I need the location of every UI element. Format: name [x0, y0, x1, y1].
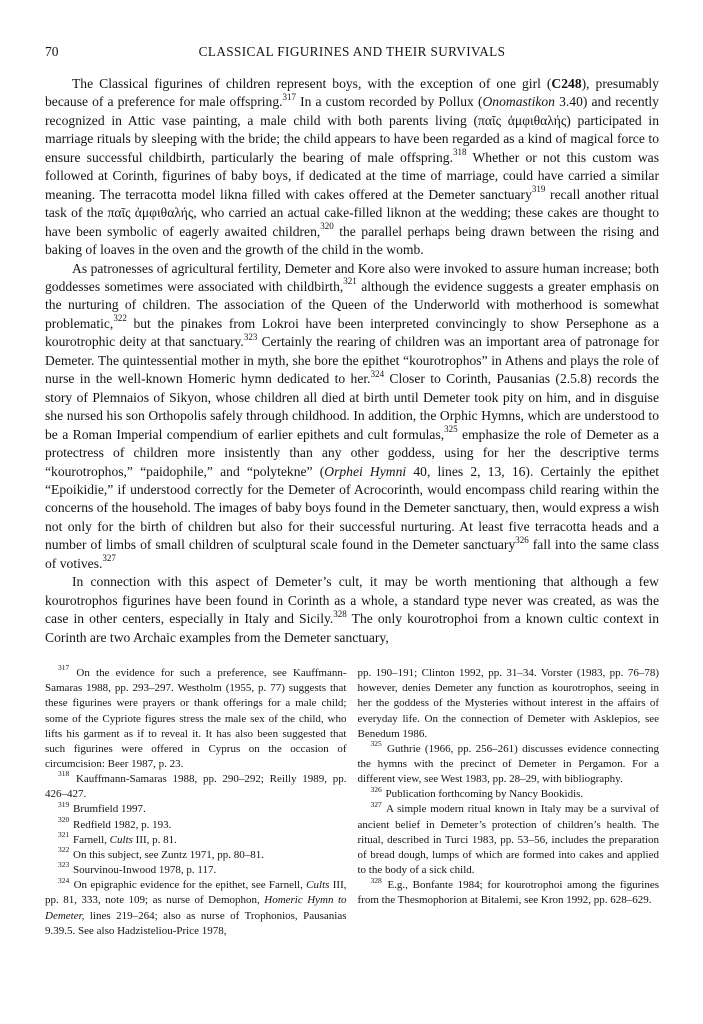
- paragraph-3: In connection with this aspect of Demeter’s cult, it may be worth mentioning that although a few kourotrophos figurines have been found in Corinth as a whole, a standard type never was created, as was the case in other centers, especially in Italy and Sicily.$^{328}$ The only kourotrophoi from a known cultic context in Corinth are two Archaic examples from the Demeter sanctuary,: [45, 574, 659, 645]
- footnote-325: $^{325}$ Guthrie (1966, pp. 256–261) discusses evidence connecting the hymns with the precinct of Demeter in Pergamon. For a different view, see West 1983, pp. 28–29, with bibliography.: [357, 739, 659, 786]
- footnotes-right-column: [358, 666, 660, 939]
- footnote-326: $^{326}$ Publication forthcoming by Nancy Bookidis.: [370, 784, 584, 801]
- main-text: [45, 75, 659, 647]
- footnote-324: $^{324}$ On epigraphic evidence for the epithet, see Farnell, Cults III, pp. 81, 333, note 109; as nurse of Demophon, Homeric Hymn to Demeter, lines 219–264; also as nurse of Trophonios, Pausanias 9.39.5. See also Hadzisteliou-Price 1978,: [45, 875, 347, 937]
- paragraph-1: The Classical figurines of children represent boys, with the exception of one girl (C248), presumably because of a preference for male offspring.$^{317}$ In a custom recorded by Pollux (Onomastikon 3.40) and recently recognized in Attic vase painting, a male child with both parents living (παῖς ἀμφιθαλής) participated in marriage rituals by sleeping with the bride; the child appears to have been regarded as a kind of magical force to ensure successful childbirth, particularly the bearing of male offspring.$^{318}$ Whether or not this custom was followed at Corinth, figurines of baby boys, if dedicated at the time of marriage, could have carried a similar meaning. The terracotta model likna filled with cakes offered at the Demeter sanctuary$^{319}$ recall another ritual task of the παῖς ἀμφιθαλής, who carried an actual cake-filled liknon at the wedding; these cakes are thought to have been symbolic of eagerly awaited children,$^{320}$ the parallel perhaps being drawn between the rising and baking of loaves in the oven and the growth of the child in the womb.: [45, 76, 659, 258]
- footnote-327: $^{327}$ A simple modern ritual known in Italy may be a survival of ancient belief in Demeter’s protection of children’s health. The ritual, described in Turci 1983, pp. 53–56, includes the preparation of bread dough, lumps of which are formed into cakes and applied to the body of a sick child.: [357, 799, 659, 877]
- footnote-322: $^{322}$ On this subject, see Zuntz 1971, pp. 80–81.: [58, 845, 264, 861]
- footnote-320: $^{320}$ Redfield 1982, p. 193.: [58, 814, 172, 831]
- footnote-323: $^{323}$ Sourvinou-Inwood 1978, p. 117.: [58, 860, 217, 877]
- footnote-319: $^{319}$ Brumfield 1997.: [58, 799, 146, 816]
- footnote-328: $^{328}$ E.g., Bonfante 1984; for kourotrophoi among the figurines from the Thesmophorion at Bitalemi, see Kron 1992, pp. 628–629.: [357, 875, 659, 907]
- running-head: CLASSICAL FIGURINES AND THEIR SURVIVALS: [198, 44, 506, 59]
- footnote-318: $^{318}$ Kauffmann-Samaras 1988, pp. 290–292; Reilly 1989, pp. 426–427.: [45, 769, 347, 801]
- footnotes-section: [45, 663, 659, 939]
- footnote-324-continuation: pp. 190–191; Clinton 1992, pp. 31–34. Vorster (1983, pp. 76–78) however, denies Demeter any function as kourotrophos, seeing in her the goddess of the Mysteries without interest in the affairs of everyday life. On the connection of Demeter with Asklepios, see Benedum 1986.: [357, 667, 659, 740]
- paragraph-2: As patronesses of agricultural fertility, Demeter and Kore also were invoked to assure human increase; both goddesses sometimes were associated with childbirth,$^{321}$ although the evidence suggests a greater emphasis on the nurturing of children. The association of the Queen of the Underworld with motherhood is somewhat problematic,$^{322}$ but the pinakes from Lokroi have been interpreted convincingly to show Persephone as a kourotrophic deity at that sanctuary.$^{323}$ Certainly the rearing of children was an important area of patronage for Demeter. The quintessential mother in myth, she bore the epithet “kourotrophos” in Athens and plays the role of nurse in the well-known Homeric hymn dedicated to her.$^{324}$ Closer to Corinth, Pausanias (2.5.8) records the story of Plemnaios of Sikyon, whose children all died at birth until Demeter took pity on him, and in disguise she nursed his son Orthopolis safely through childhood. In addition, the Orphic Hymns, which are understood to be a Roman Imperial compendium of earlier epithets and cult formulas,$^{325}$ emphasize the role of Demeter as a protectress of children more insistently than any other goddess, using for her the descriptive terms “kourotrophos,” “paidophile,” and “polytekne” (Orphei Hymni 40, lines 2, 13, 16). Certainly the epithet “Epoikidie,” if understood correctly for the Demeter of Acrocorinth, would encompass child rearing within the concerns of the household. The images of baby boys found in the Demeter sanctuary, then, would express a wish not only for the birth of children but also for their successful nurturing. At least five terracotta heads and a number of limbs of small children of sculptural scale found in the Demeter sanctuary$^{326}$ fall into the same class of votives.$^{327}$: [45, 260, 660, 571]
- page-number: 70: [45, 44, 59, 59]
- footnote-321: $^{321}$ Farnell, Cults III, p. 81.: [58, 830, 177, 846]
- footnote-317: $^{317}$ On the evidence for such a preference, see Kauffmann-Samaras 1988, pp. 293–297. Westholm (1955, p. 77) suggests that these figurines were prayers or thank offerings for a male child; some of the Cypriote figures stress the male sex of the child, who lifts his garment as if to reveal it. It has also been suggested that such figurines were offered in Cyprus on the occasion of circumcision: Beer 1987, p. 23.: [45, 663, 347, 770]
- footnotes-left-column: [45, 663, 347, 939]
- page-header: [45, 44, 659, 62]
